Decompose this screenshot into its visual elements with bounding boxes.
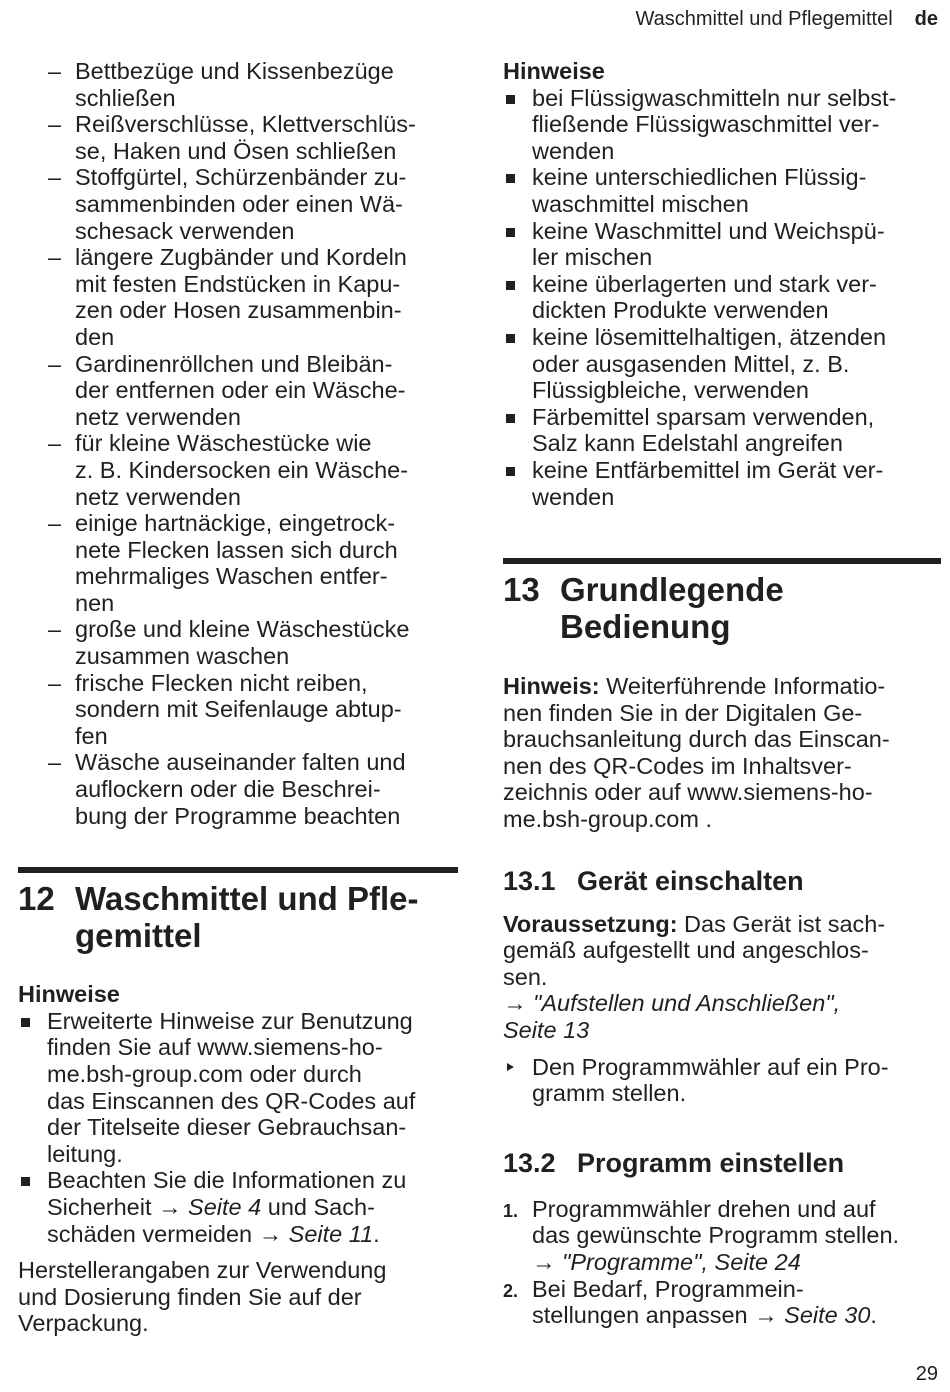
prerequisite-label: Voraussetzung: xyxy=(503,910,678,937)
text-line: finden Sie auf www.siemens-ho- xyxy=(47,1034,383,1061)
note-label: Hinweis: xyxy=(503,673,600,700)
text-line: sen. xyxy=(503,963,548,990)
list-item xyxy=(18,111,458,164)
list-item xyxy=(503,404,941,457)
chapter-12-heading xyxy=(18,880,458,954)
text-line: zeichnis oder auf www.siemens-ho- xyxy=(503,779,873,806)
page-number: 29 xyxy=(915,1363,938,1385)
cross-reference-link[interactable]: → "Aufstellen und Anschließen", xyxy=(503,990,841,1017)
text-line: und Dosierung finden Sie auf der xyxy=(18,1283,362,1310)
text-line: oder ausgasenden Mittel, z. B. xyxy=(532,350,850,377)
text-line xyxy=(503,673,941,700)
text-line: auflockern oder die Beschrei- xyxy=(75,776,381,803)
square-bullet-icon xyxy=(506,414,515,423)
text-line: fen xyxy=(75,722,108,749)
text-line: gramm stellen. xyxy=(532,1080,687,1107)
text-line xyxy=(47,1221,458,1248)
page-reference-link[interactable]: → Seite 30 xyxy=(754,1302,871,1329)
right-column xyxy=(503,58,941,1329)
section-title: Programm einstellen xyxy=(577,1147,845,1178)
list-item xyxy=(18,749,458,829)
square-bullet-icon xyxy=(506,174,515,183)
text-line: me.bsh-group.com oder durch xyxy=(47,1061,362,1087)
page-reference-link[interactable]: → Seite 11 xyxy=(258,1220,374,1247)
chapter-title-line: Grundlegende xyxy=(560,571,784,609)
text-line: – Reißverschlüsse, Klettverschlüs- xyxy=(75,111,416,138)
list-item xyxy=(18,430,458,510)
chapter-12-rule xyxy=(18,867,458,873)
chapter-number: 12 xyxy=(18,880,55,918)
list-item xyxy=(18,351,458,431)
text-line: leitung. xyxy=(47,1140,123,1167)
header-section-title: Waschmittel und Pflegemittel xyxy=(635,8,893,30)
section-number: 13.2 xyxy=(503,1147,556,1178)
list-item xyxy=(503,164,941,217)
text-line: Färbemittel sparsam verwenden, xyxy=(532,403,875,430)
text-line: Erweiterte Hinweise zur Benutzung xyxy=(47,1007,413,1034)
text-line: wenden xyxy=(532,483,615,510)
text-line: Flüssigbleiche, verwenden xyxy=(532,377,809,404)
detergent-hints-list xyxy=(503,85,941,511)
text-span: . xyxy=(870,1302,877,1329)
text-line: nen finden Sie in der Digitalen Ge- xyxy=(503,699,863,726)
text-line: keine unterschiedlichen Flüssig- xyxy=(532,164,867,191)
section-13-2-heading xyxy=(503,1147,941,1179)
chapter-13-heading xyxy=(503,571,941,645)
text-line: brauchsanleitung durch das Einscan- xyxy=(503,726,890,753)
section-13-1-heading xyxy=(503,865,941,897)
square-bullet-icon xyxy=(506,228,515,237)
chapter-title-line: Waschmittel und Pfle- xyxy=(75,880,419,918)
square-bullet-icon xyxy=(506,334,515,343)
text-line xyxy=(47,1194,458,1221)
text-line: – Stoffgürtel, Schürzenbänder zu- xyxy=(75,164,407,191)
text-line: zusammen waschen xyxy=(75,643,290,670)
text-span: . xyxy=(373,1220,380,1247)
list-item xyxy=(18,164,458,244)
text-line: nen des QR-Codes im Inhaltsver- xyxy=(503,752,852,779)
chapter-title-line: gemittel xyxy=(75,917,202,955)
left-column xyxy=(18,58,458,1337)
text-line: keine lösemittelhaltigen, ätzenden xyxy=(532,323,887,350)
text-line: der entfernen oder ein Wäsche- xyxy=(75,377,406,404)
text-span: schäden vermeiden xyxy=(47,1220,259,1247)
text-line: – große und kleine Wäschestücke xyxy=(75,616,410,643)
chapter-number: 13 xyxy=(503,571,540,609)
text-line: ler mischen xyxy=(532,244,653,271)
text-line: sammenbinden oder einen Wä- xyxy=(75,190,403,217)
hinweise-label: Hinweise xyxy=(503,58,605,84)
text-span: Sicherheit xyxy=(47,1193,159,1220)
hinweise-list xyxy=(18,1008,458,1247)
laundry-prep-list xyxy=(18,58,458,829)
cross-reference-link[interactable]: → "Programme", Seite 24 xyxy=(532,1249,801,1275)
text-line: gemäß aufgestellt und angeschlos- xyxy=(503,937,869,964)
list-item xyxy=(18,58,458,111)
square-bullet-icon xyxy=(506,95,515,104)
text-line: z. B. Kindersocken ein Wäsche- xyxy=(75,456,409,483)
text-line: das Einscannen des QR-Codes auf xyxy=(47,1087,416,1114)
cross-reference-link[interactable]: Seite 13 xyxy=(503,1017,590,1044)
prerequisite-paragraph xyxy=(503,911,941,1044)
text-line: – für kleine Wäschestücke wie xyxy=(75,430,372,457)
list-item xyxy=(18,1167,458,1247)
running-header xyxy=(636,8,938,31)
text-line: fließende Flüssigwaschmittel ver- xyxy=(532,111,880,138)
section-title: Gerät einschalten xyxy=(577,865,804,896)
text-line: Herstellerangaben zur Verwendung xyxy=(18,1257,387,1284)
hinweise-label: Hinweise xyxy=(18,981,120,1008)
text-span: und Sach- xyxy=(261,1193,375,1220)
text-line: Beachten Sie die Informationen zu xyxy=(47,1167,407,1194)
text-span: stellungen anpassen xyxy=(532,1302,755,1329)
text-line: – längere Zugbänder und Kordeln xyxy=(75,244,407,271)
chapter-title-line: Bedienung xyxy=(560,608,731,646)
action-step xyxy=(503,1054,941,1107)
text-line: keine überlagerten und stark ver- xyxy=(532,270,877,297)
section-number: 13.1 xyxy=(503,865,556,896)
list-item xyxy=(503,457,941,510)
numbered-step xyxy=(503,1196,941,1276)
text-line: se, Haken und Ösen schließen xyxy=(75,137,397,164)
text-line: nete Flecken lassen sich durch xyxy=(75,536,398,563)
text-line: keine Entfärbemittel im Gerät ver- xyxy=(532,456,884,483)
list-item xyxy=(503,85,941,165)
text-line: waschmittel mischen xyxy=(532,190,749,217)
triangle-bullet-icon xyxy=(507,1063,514,1071)
text-line: den xyxy=(75,323,115,350)
text-line: – einige hartnäckige, eingetrock- xyxy=(75,510,396,537)
numbered-step xyxy=(503,1276,941,1329)
text-line: zen oder Hosen zusammenbin- xyxy=(75,297,402,324)
text-span: Das Gerät ist sach- xyxy=(677,910,886,937)
list-item xyxy=(18,1008,458,1168)
text-line: Programmwähler drehen und auf xyxy=(532,1195,876,1222)
text-line: mehrmaliges Waschen entfer- xyxy=(75,563,388,590)
text-line: Salz kann Edelstahl angreifen xyxy=(532,430,843,457)
text-line: dickten Produkte verwenden xyxy=(532,297,829,324)
text-line xyxy=(503,911,941,938)
text-line: me.bsh-group.com . xyxy=(503,806,712,833)
text-line: netz verwenden xyxy=(75,483,241,510)
square-bullet-icon xyxy=(21,1177,30,1186)
text-line: – Gardinenröllchen und Bleibän- xyxy=(75,350,393,377)
text-line: der Titelseite dieser Gebrauchsan- xyxy=(47,1114,407,1141)
list-item xyxy=(18,510,458,616)
text-line: Verpackung. xyxy=(18,1310,149,1337)
list-item xyxy=(503,324,941,404)
text-line: netz verwenden xyxy=(75,403,241,430)
list-item xyxy=(18,616,458,669)
text-line: Den Programmwähler auf ein Pro- xyxy=(532,1053,889,1080)
text-span: Weiterführende Informatio- xyxy=(599,673,886,700)
list-item xyxy=(503,218,941,271)
header-language-code: de xyxy=(914,8,938,30)
text-line: keine Waschmittel und Weichspü- xyxy=(532,217,885,244)
list-item xyxy=(18,670,458,750)
text-line: bung der Programme beachten xyxy=(75,802,401,829)
square-bullet-icon xyxy=(506,281,515,290)
square-bullet-icon xyxy=(21,1018,30,1027)
text-line: mit festen Endstücken in Kapu- xyxy=(75,270,401,297)
text-line xyxy=(532,1302,941,1329)
text-line: schesack verwenden xyxy=(75,217,295,244)
note-paragraph xyxy=(503,673,941,833)
text-line: nen xyxy=(75,589,115,616)
text-line: – Wäsche auseinander falten und xyxy=(75,749,406,776)
chapter-13-rule xyxy=(503,558,941,564)
text-line: schließen xyxy=(75,84,176,111)
list-item xyxy=(18,244,458,350)
text-line: sondern mit Seifenlauge abtup- xyxy=(75,696,402,723)
list-item xyxy=(503,271,941,324)
text-line: wenden xyxy=(532,137,615,164)
square-bullet-icon xyxy=(506,467,515,476)
step-number: 2. xyxy=(503,1280,519,1301)
text-line: bei Flüssigwaschmitteln nur selbst- xyxy=(532,84,897,111)
page-reference-link[interactable]: → Seite 4 xyxy=(158,1193,262,1220)
text-line: Bei Bedarf, Programmein- xyxy=(532,1275,804,1302)
step-number: 1. xyxy=(503,1200,519,1221)
text-line: – Bettbezüge und Kissenbezüge xyxy=(75,58,394,84)
manufacturer-note xyxy=(18,1257,458,1337)
text-line: – frische Flecken nicht reiben, xyxy=(75,669,368,696)
text-line: das gewünschte Programm stellen. xyxy=(532,1222,900,1249)
